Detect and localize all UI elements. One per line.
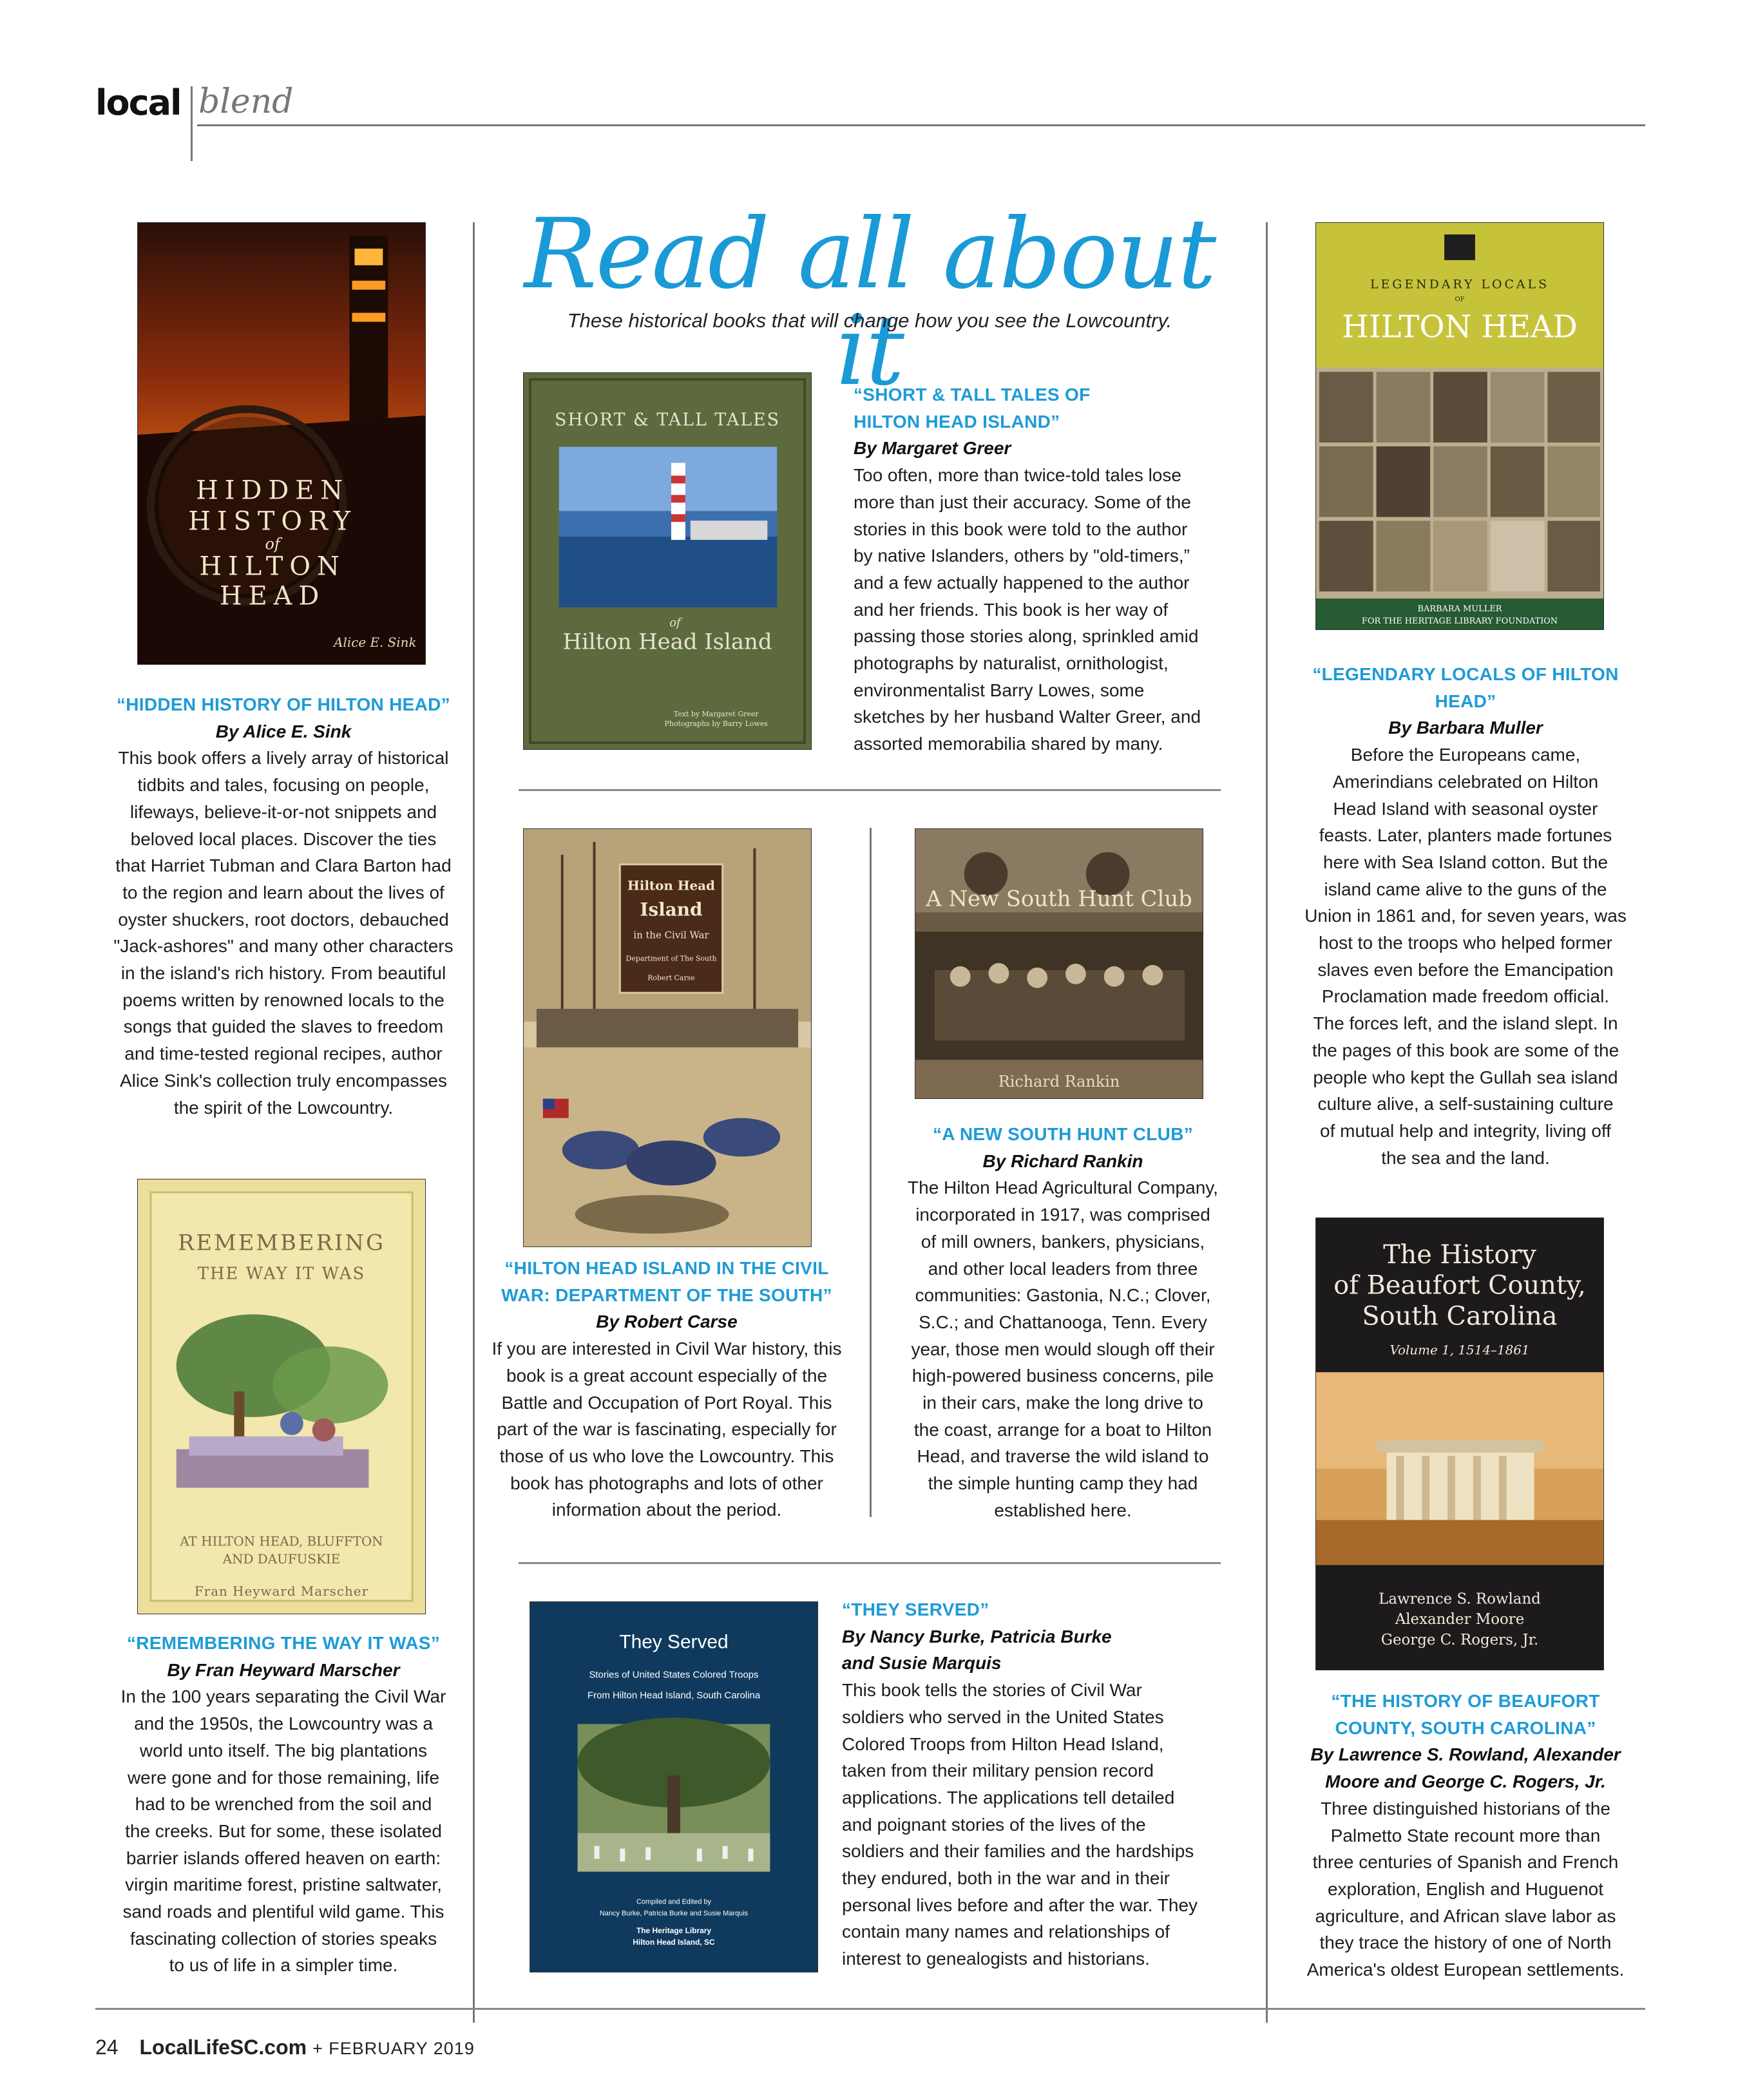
article-body (854, 462, 1240, 758)
cover-text: HEAD (219, 581, 326, 611)
article-title: “HILTON HEAD ISLAND IN THE CIVIL (504, 1258, 829, 1278)
body-line: poems written by renowned locals to the (122, 989, 444, 1010)
body-line: world unto itself. The big plantations (139, 1740, 428, 1761)
body-line: high-powered business concerns, pile (912, 1366, 1214, 1386)
body-line: more than just their accuracy. Some of the (854, 492, 1191, 512)
feature-headline: Read all about it (524, 198, 1216, 407)
body-line: they endured, both in the war and in their (842, 1868, 1170, 1889)
article-author: By Alice E. Sink (215, 721, 352, 741)
article-title: “A NEW SOUTH HUNT CLUB” (932, 1124, 1194, 1144)
cover-text: Hilton Head Island (562, 629, 772, 654)
body-line: applications. The applications tell detailed (842, 1787, 1175, 1808)
cover-text: Lawrence S. Rowland (1379, 1590, 1541, 1608)
article-author: Moore and George C. Rogers, Jr. (1325, 1771, 1606, 1792)
cover-text: Island (640, 899, 703, 921)
article-title: HEAD” (1435, 691, 1496, 711)
body-line: agriculture, and African slave labor as (1315, 1905, 1616, 1926)
body-line: the sea and the land. (1381, 1147, 1550, 1168)
cover-text: They Served (619, 1631, 729, 1653)
article-author: By Nancy Burke, Patricia Burke (842, 1626, 1112, 1647)
body-line: Amerindians celebrated on Hilton (1332, 771, 1599, 792)
body-line: three centuries of Spanish and French (1312, 1852, 1619, 1873)
body-line: fascinating collection of stories speaks (129, 1928, 437, 1949)
body-line: of mill owners, bankers, physicians, (921, 1231, 1205, 1252)
article-hidden-history (103, 691, 464, 1121)
cover-text: A New South Hunt Club (926, 886, 1192, 912)
body-line: sketches by her husband Walter Greer, and (854, 707, 1201, 727)
article-short-tall (854, 381, 1240, 758)
body-line: book has photographs and lots of other (510, 1473, 823, 1493)
article-author: By Barbara Muller (1388, 718, 1543, 738)
body-line: Head, and traverse the wild island to (917, 1446, 1209, 1467)
cover-text: HISTORY (188, 506, 357, 537)
page-number: 24 (95, 2036, 119, 2059)
site-link[interactable]: LocalLifeSC.com (139, 2036, 307, 2059)
cover-text: HIDDEN (196, 475, 350, 506)
article-body (486, 1335, 847, 1523)
article-body (103, 745, 464, 1121)
cover-they-served (530, 1601, 818, 1972)
article-remembering (103, 1630, 464, 1979)
body-line: photographs by naturalist, ornithologist, (854, 653, 1169, 674)
cover-text: Hilton Head (627, 877, 715, 893)
brand-local: local (95, 82, 181, 123)
body-line: In the 100 years separating the Civil War (120, 1686, 446, 1707)
cover-legendary-locals (1315, 222, 1604, 630)
body-line: Alice Sink's collection truly encompasses (119, 1070, 447, 1091)
body-line: barrier islands offered heaven on earth: (126, 1847, 441, 1868)
body-line: This book tells the stories of Civil War (842, 1680, 1142, 1701)
body-line: incorporated in 1917, was comprised (915, 1205, 1210, 1225)
article-body (842, 1677, 1241, 1972)
article-author: By Lawrence S. Rowland, Alexander (1310, 1744, 1621, 1765)
body-line: established here. (994, 1500, 1132, 1520)
body-line: were gone and for those remaining, life (127, 1767, 440, 1788)
body-line: If you are interested in Civil War history, this (492, 1339, 842, 1359)
body-line: information about the period. (551, 1500, 782, 1520)
footer-rule (95, 2008, 1645, 2010)
body-line: passing those stories along, sprinkled amid (854, 626, 1199, 647)
cover-beaufort (1315, 1217, 1604, 1670)
body-line: the spirit of the Lowcountry. (173, 1097, 394, 1118)
article-civil-war (486, 1255, 847, 1523)
body-line: The Hilton Head Agricultural Company, (908, 1178, 1218, 1198)
body-line: S.C.; and Chattanooga, Tenn. Every (919, 1312, 1207, 1332)
body-line: and poignant stories of the lives of the (842, 1814, 1146, 1835)
body-line: and her friends. This book is her way of (854, 599, 1169, 620)
article-title: “THEY SERVED” (842, 1599, 989, 1619)
article-title: “HIDDEN HISTORY OF HILTON HEAD” (116, 694, 450, 714)
cover-text: Nancy Burke, Patricia Burke and Susie Marquis (599, 1909, 749, 1918)
body-line: part of the war is fascinating, especially for (497, 1419, 837, 1440)
cover-text: THE WAY IT WAS (197, 1264, 366, 1284)
cover-text: HILTON HEAD (1342, 309, 1578, 345)
cover-text: Alice E. Sink (334, 635, 417, 651)
body-line: exploration, English and Huguenot (1327, 1878, 1604, 1899)
cover-text: Text by Margaret Greer (673, 710, 759, 719)
article-title: “REMEMBERING THE WAY IT WAS” (127, 1633, 440, 1653)
body-line: Proclamation made freedom official. (1321, 986, 1610, 1007)
body-line: Head Island with seasonal oyster (1333, 798, 1598, 819)
body-line: the pages of this book are some of the (1312, 1040, 1619, 1060)
cover-text: Photographs by Barry Lowes (664, 720, 768, 729)
cover-hunt-club (915, 828, 1203, 1099)
body-line: stories in this book were told to the author (854, 519, 1188, 539)
cover-text: AT HILTON HEAD, BLUFFTON (180, 1534, 383, 1549)
section-rule-1 (519, 789, 1221, 791)
body-line: Union in 1861 and, for seven years, was (1304, 906, 1627, 926)
body-line: the creeks. But for some, these isolated (125, 1820, 442, 1841)
body-line: This book offers a lively array of historical (118, 748, 449, 768)
body-line: to the region and learn about the lives of (122, 882, 444, 902)
body-line: and the 1950s, the Lowcountry was a (134, 1713, 433, 1734)
body-line: assorted memorabilia shared by many. (854, 734, 1163, 754)
body-line: contain many names and relationships of (842, 1922, 1170, 1942)
cover-text: LEGENDARY LOCALS (1370, 277, 1550, 292)
body-line: songs that guided the slaves to freedom (123, 1017, 444, 1037)
article-author: By Robert Carse (596, 1312, 738, 1332)
body-line: Palmetto State recount more than (1330, 1825, 1601, 1846)
article-legendary-locals (1285, 661, 1646, 1171)
article-they-served (842, 1596, 1241, 1972)
body-line: sand roads and plentiful wild game. This (122, 1902, 444, 1922)
header-rule (197, 124, 1645, 126)
body-line: in the island's rich history. From beautiful (120, 963, 446, 984)
body-line: tidbits and tales, focusing on people, (137, 775, 430, 796)
body-line: and time-tested regional recipes, author (124, 1044, 443, 1064)
body-line: Three distinguished historians of the (1321, 1798, 1610, 1818)
cover-text: HILTON (199, 551, 346, 582)
column-divider-left (473, 222, 475, 2023)
cover-hidden-history (137, 222, 426, 665)
cover-text: Alexander Moore (1395, 1611, 1525, 1628)
article-beaufort (1285, 1688, 1646, 1983)
body-line: "Jack-ashores" and many other characters (113, 936, 454, 957)
body-line: had to be wrenched from the soil and (135, 1794, 432, 1815)
cover-text: SHORT & TALL TALES (554, 410, 781, 430)
article-title: WAR: DEPARTMENT OF THE SOUTH” (501, 1284, 832, 1305)
cover-text: Department of The South (625, 954, 717, 963)
body-line: soldiers who served in the United States (842, 1706, 1164, 1727)
article-author: By Margaret Greer (854, 438, 1011, 459)
body-line: they trace the history of one of North (1319, 1933, 1612, 1953)
cover-text: REMEMBERING (177, 1230, 386, 1255)
issue-date: + FEBRUARY 2019 (312, 2039, 475, 2058)
column-divider-right (1266, 222, 1268, 2023)
body-line: the simple hunting camp they had (928, 1473, 1198, 1494)
body-line: environmentalist Barry Lowes, some (854, 680, 1145, 700)
body-line: Before the Europeans came, (1350, 745, 1581, 765)
article-body (889, 1174, 1237, 1523)
cover-text: FOR THE HERITAGE LIBRARY FOUNDATION (1361, 616, 1558, 627)
body-line: people who kept the Gullah sea island (1313, 1067, 1618, 1087)
body-line: Too often, more than twice-told tales lose (854, 465, 1181, 486)
article-body (103, 1683, 464, 1979)
body-line: communities: Gastonia, N.C.; Clover, (915, 1285, 1211, 1306)
cover-text: The Heritage Library (636, 1926, 712, 1936)
body-line: Colored Troops from Hilton Head Island, (842, 1733, 1164, 1754)
body-line: beloved local places. Discover the ties (130, 828, 437, 849)
article-title: “THE HISTORY OF BEAUFORT (1331, 1691, 1600, 1711)
cover-remembering (137, 1179, 426, 1614)
body-line: soldiers and their families and the hardships (842, 1841, 1194, 1862)
cover-text: Volume 1, 1514–1861 (1389, 1342, 1530, 1358)
article-title: COUNTY, SOUTH CAROLINA” (1335, 1717, 1596, 1738)
brand-blend: blend (198, 82, 294, 121)
cover-text: AND DAUFUSKIE (222, 1552, 341, 1567)
cover-text: The History (1383, 1239, 1536, 1270)
body-line: island came alive to the guns of the (1324, 879, 1607, 899)
cover-text: Stories of United States Colored Troops (589, 1669, 759, 1681)
article-body (1285, 741, 1646, 1171)
brand-divider (191, 86, 193, 161)
feature-dek: These historical books that will change how you see the Lowcountry. (567, 309, 1172, 332)
cover-text: of (669, 616, 681, 630)
article-body (1285, 1795, 1646, 1983)
body-line: and other local leaders from three (928, 1258, 1198, 1279)
page-footer (95, 2036, 475, 2059)
article-author: and Susie Marquis (842, 1653, 1002, 1674)
cover-text: in the Civil War (633, 929, 709, 941)
cover-text: Fran Heyward Marscher (194, 1584, 369, 1599)
cover-text: of Beaufort County, (1333, 1270, 1586, 1301)
body-line: America's oldest European settlements. (1306, 1960, 1625, 1980)
body-line: virgin maritime forest, pristine saltwater, (125, 1875, 442, 1895)
article-title: “SHORT & TALL TALES OF (854, 385, 1091, 405)
article-author: By Richard Rankin (982, 1150, 1143, 1171)
article-hunt-club (889, 1121, 1237, 1524)
article-title: HILTON HEAD ISLAND” (854, 411, 1060, 432)
cover-text: Richard Rankin (998, 1073, 1120, 1091)
cover-text: George C. Rogers, Jr. (1380, 1632, 1539, 1649)
body-line: host to the troops who helped former (1318, 933, 1613, 953)
cover-text: of (265, 535, 280, 553)
body-line: slaves even before the Emancipation (1317, 959, 1614, 980)
body-line: and a few actually happened to the author (854, 572, 1190, 593)
article-author: By Fran Heyward Marscher (167, 1659, 400, 1680)
cover-short-tall (523, 372, 812, 750)
body-line: lifeways, believe-it-or-not snippets and (129, 801, 437, 822)
body-line: in their cars, make the long drive to (922, 1393, 1203, 1413)
body-line: that Harriet Tubman and Clara Barton had (115, 855, 452, 876)
body-line: The forces left, and the island slept. In (1313, 1013, 1618, 1034)
cover-text: Robert Carse (647, 973, 695, 982)
body-line: year, those men would slough off their (911, 1339, 1215, 1359)
body-line: here with Sea Island cotton. But the (1323, 852, 1609, 872)
body-line: interest to genealogists and historians. (842, 1949, 1150, 1969)
body-line: the coast, arrange for a boat to Hilton (913, 1419, 1212, 1440)
body-line: culture alive, a self-sustaining culture (1317, 1094, 1614, 1114)
body-line: by native Islanders, others by "old-timers,” (854, 546, 1190, 566)
cover-text: Hilton Head Island, SC (633, 1938, 715, 1947)
article-title: “LEGENDARY LOCALS OF HILTON (1312, 664, 1619, 684)
cover-text: BARBARA MULLER (1417, 604, 1502, 615)
body-line: those of us who love the Lowcountry. This (499, 1446, 834, 1466)
section-rule-2 (519, 1562, 1221, 1564)
body-line: book is a great account especially of the (506, 1365, 828, 1386)
cover-text: From Hilton Head Island, South Carolina (587, 1690, 761, 1701)
body-line: to us of life in a simpler time. (169, 1955, 398, 1976)
cover-civil-war (523, 828, 812, 1247)
cover-text: South Carolina (1362, 1301, 1558, 1332)
body-line: taken from their military pension record (842, 1761, 1154, 1781)
body-line: of mutual help and integrity, living off (1320, 1120, 1611, 1141)
cover-text: Compiled and Edited by (636, 1898, 712, 1906)
body-line: oyster shuckers, root doctors, debauched (118, 909, 449, 930)
body-line: feasts. Later, planters made fortunes (1319, 825, 1612, 846)
body-line: Battle and Occupation of Port Royal. This (501, 1392, 832, 1413)
column-divider-center (870, 828, 872, 1517)
body-line: personal lives before and after the war. They (842, 1895, 1198, 1915)
cover-text: OF (1455, 296, 1465, 303)
